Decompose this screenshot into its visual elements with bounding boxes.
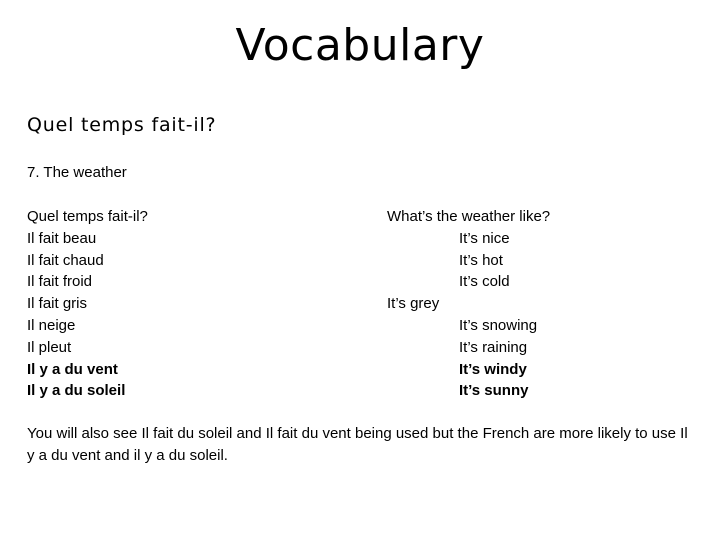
french-phrase: Il y a du soleil [27, 382, 126, 400]
french-phrase: Il fait gris [27, 295, 88, 313]
english-translation: It’s cold [459, 273, 510, 291]
french-phrase: Il fait chaud [27, 251, 104, 269]
french-phrase: Il y a du vent [27, 360, 118, 378]
french-phrase-list [27, 206, 148, 402]
page-title: Vocabulary [235, 20, 485, 71]
english-translation-list [387, 206, 550, 402]
french-phrase: Il neige [27, 316, 76, 334]
english-translation: It’s nice [459, 229, 510, 247]
subtitle: Quel temps fait-il? [27, 114, 217, 136]
english-translation: It’s sunny [459, 382, 529, 400]
french-phrase: Il fait beau [27, 229, 97, 247]
french-phrase: Il pleut [27, 338, 72, 356]
french-phrase: Il fait froid [27, 273, 93, 291]
english-translation: It’s windy [459, 360, 527, 378]
english-translation: It’s grey [387, 295, 440, 313]
footnote: You will also see Il fait du soleil and Il fait du vent being used but the French are more likely to use Il y a du vent and il y a du soleil. [27, 425, 688, 464]
french-phrase: Quel temps fait-il? [27, 208, 148, 225]
section-heading: 7. The weather [27, 164, 127, 181]
english-translation: What’s the weather like? [387, 208, 551, 225]
english-translation: It’s hot [459, 251, 503, 269]
english-translation: It’s raining [459, 338, 528, 356]
english-translation: It’s snowing [459, 316, 538, 334]
